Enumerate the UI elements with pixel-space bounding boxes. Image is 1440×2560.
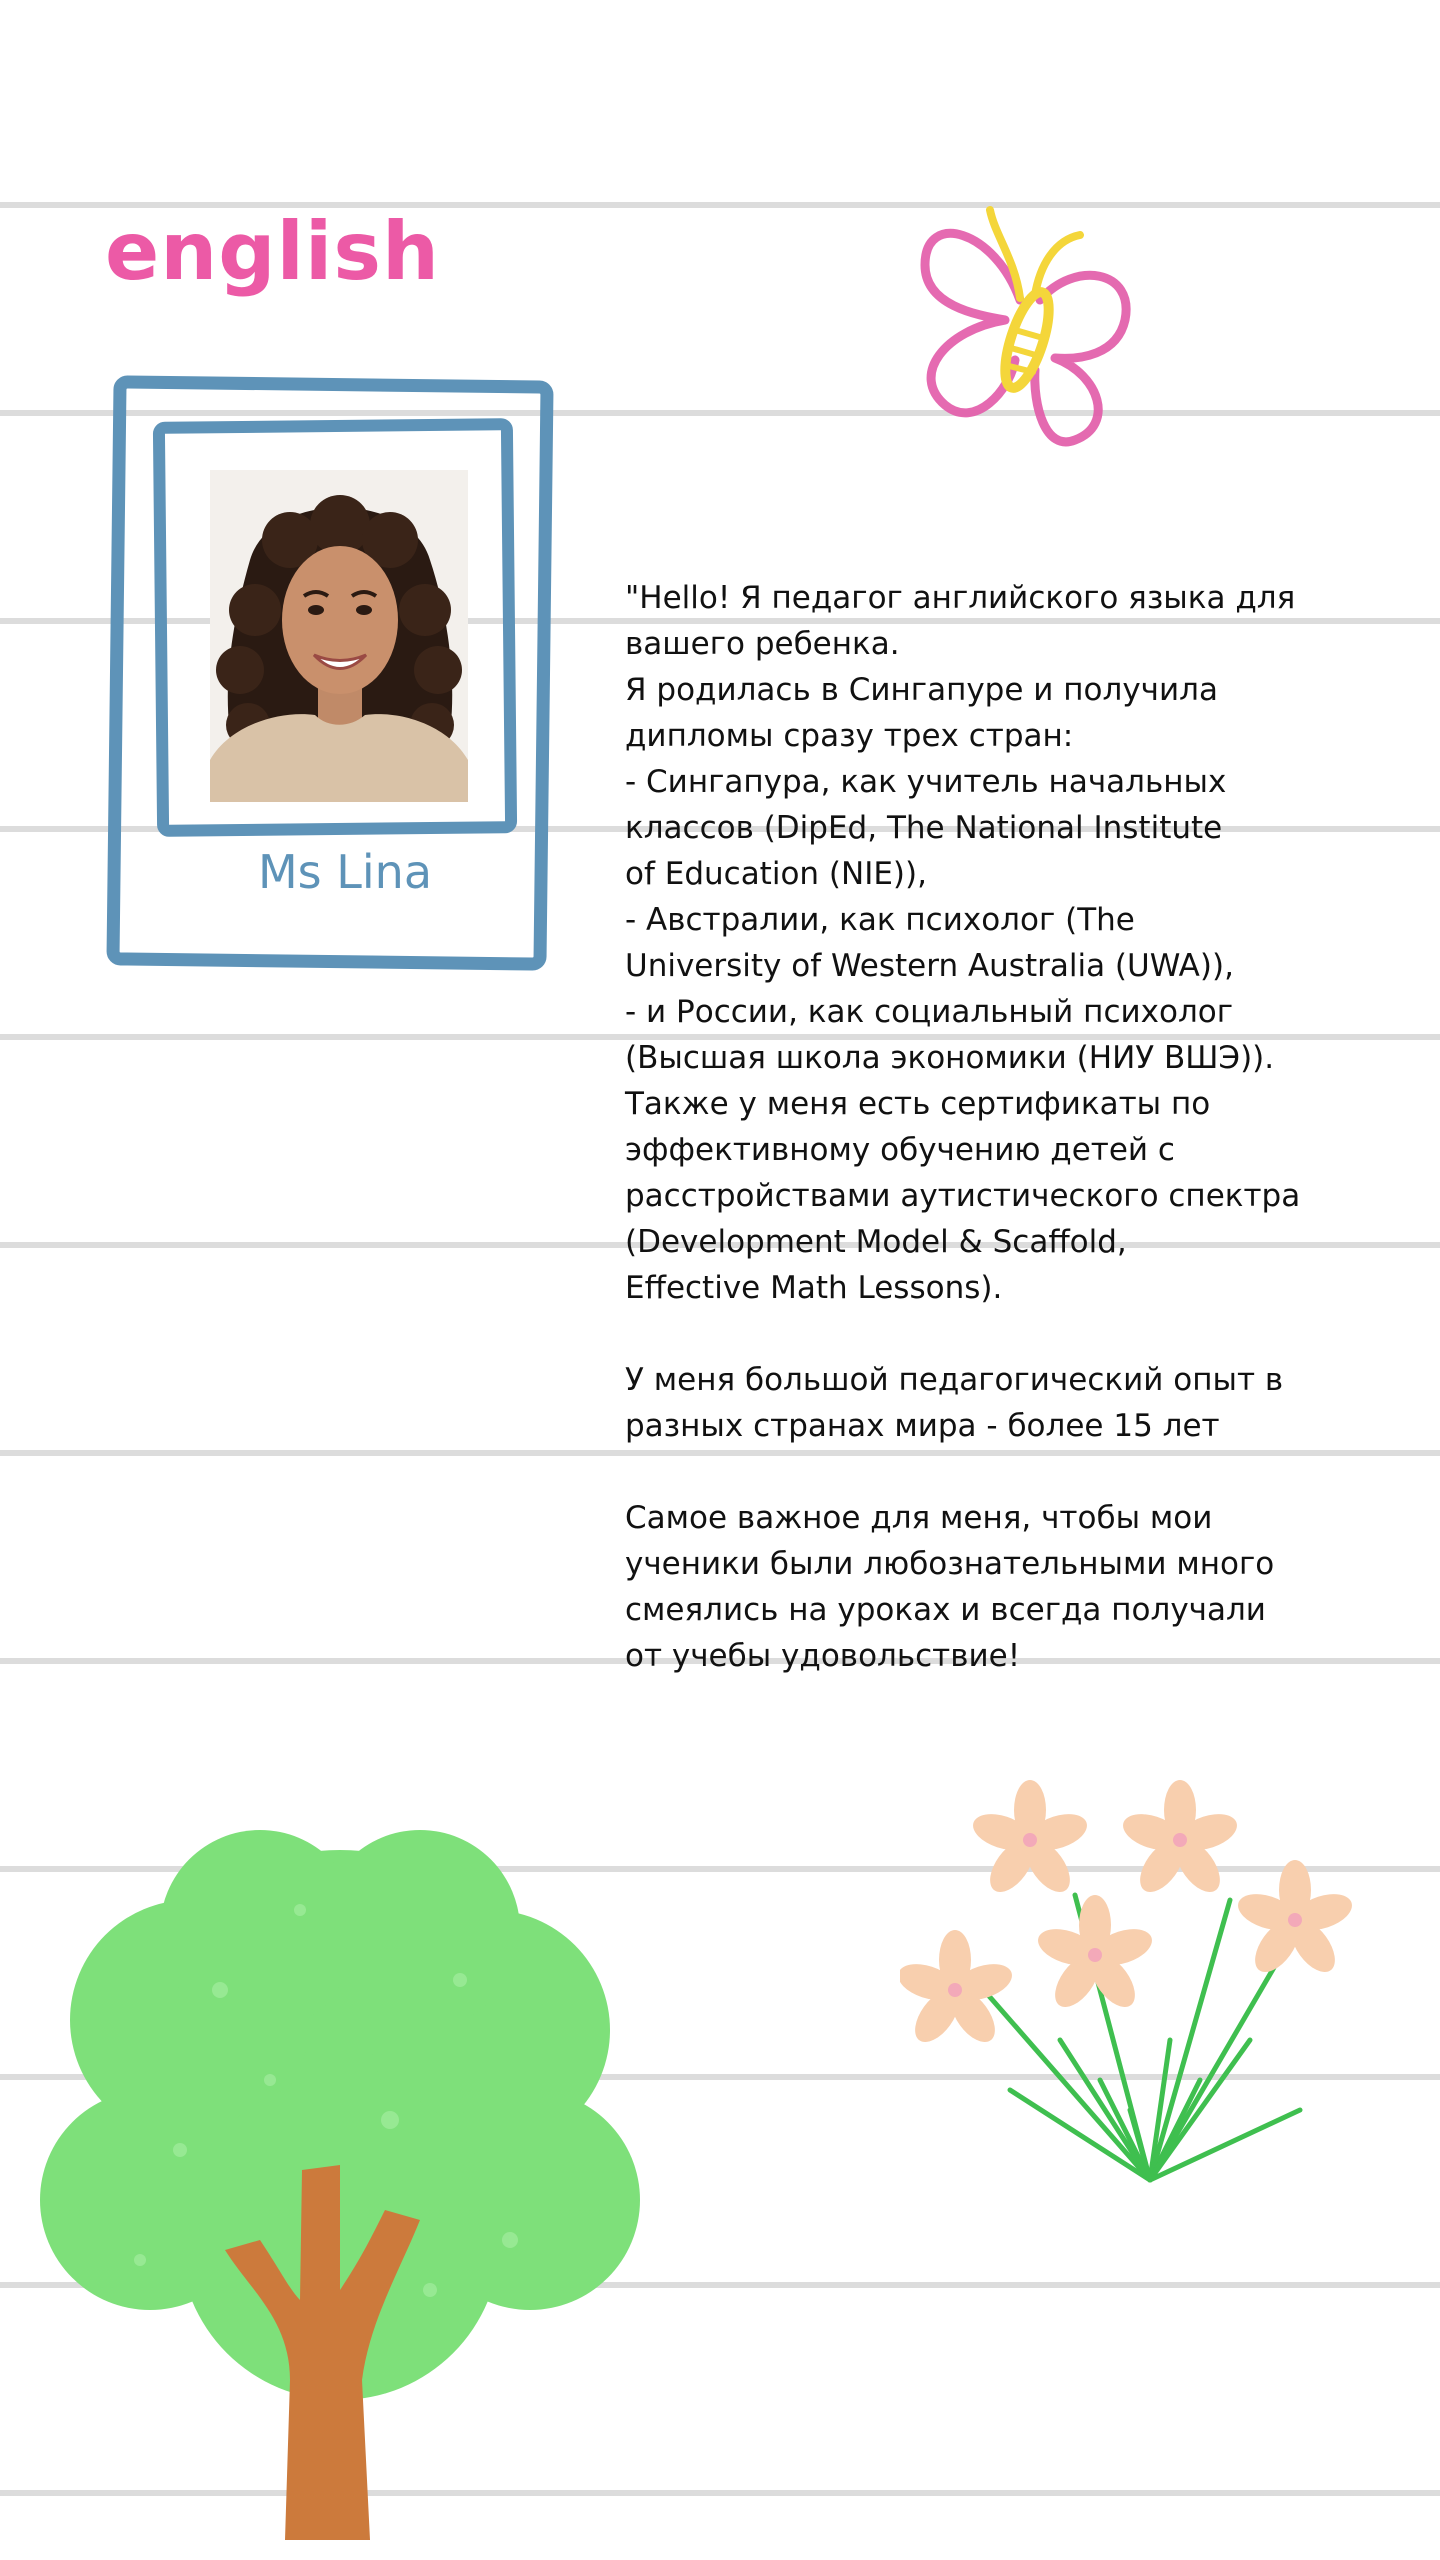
flowers-drawing bbox=[900, 1780, 1360, 2200]
bio-paragraph-experience: У меня большой педагогический опыт в разных странах мира - более 15 лет bbox=[625, 1362, 1284, 1444]
butterfly-body bbox=[996, 288, 1057, 393]
page-title: english bbox=[105, 205, 440, 298]
portrait-photo bbox=[210, 470, 468, 802]
teacher-name: Ms Lina bbox=[257, 845, 433, 899]
bio-paragraph-intro: "Hello! Я педагог английского языка для вашего ребенка. Я родилась в Сингапуре и получила дипломы сразу трех стран: - Сингапура, как учитель начальных классов (DipEd, The National Institute of Education (NIE)), - Австралии, как психолог (The University of Western Australia (UWA)), - и России, как социальный психолог (Высшая школа экономики (НИУ ВШЭ)). Также у меня есть сертификаты по эффективному обучению детей с расстройствами аутистического спектра (Development Model & Scaffold, Effective Math Lessons). bbox=[625, 580, 1301, 1306]
butterfly-drawing bbox=[905, 190, 1145, 460]
bio-text bbox=[625, 575, 1375, 1679]
tree-drawing bbox=[40, 1820, 640, 2540]
bio-paragraph-values: Самое важное для меня, чтобы мои ученики были любознательными много смеялись на уроках и всегда получали от учебы удовольствие! bbox=[625, 1500, 1275, 1674]
